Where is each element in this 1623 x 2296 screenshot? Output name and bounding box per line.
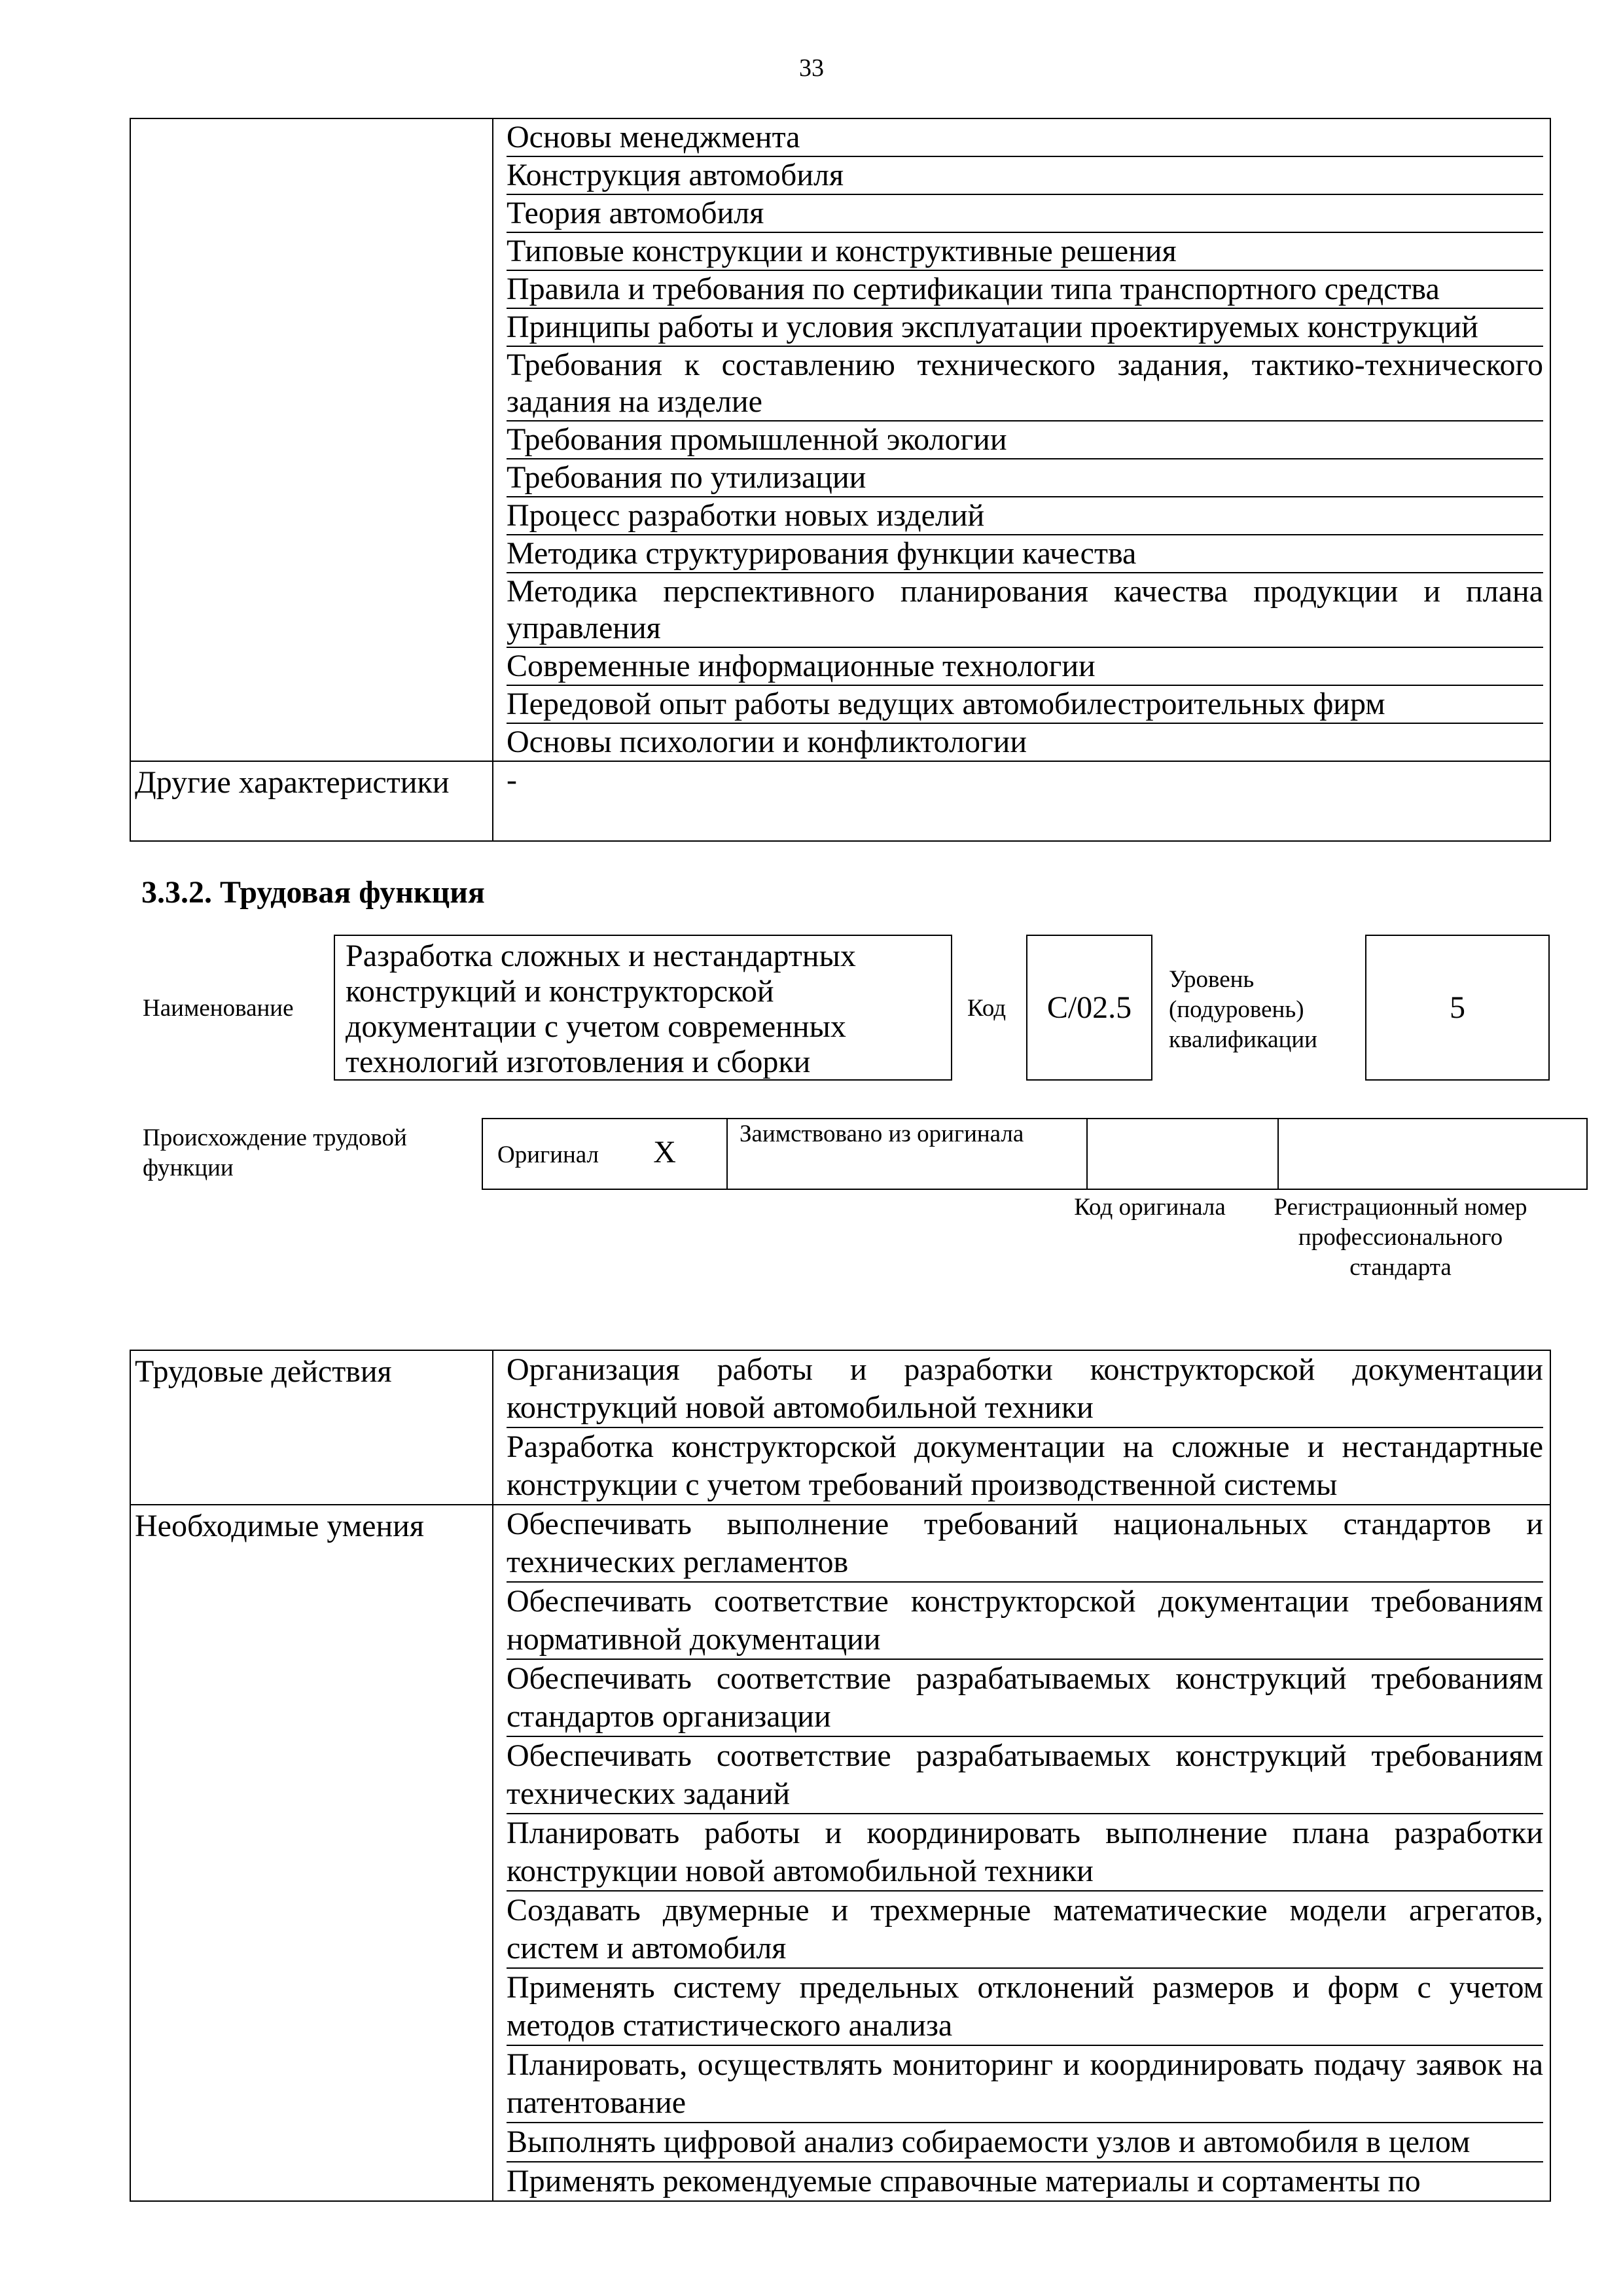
list-item: Планировать, осуществлять мониторинг и координировать подачу заявок на патентование [507, 2046, 1543, 2123]
function-code-box: C/02.5 [1026, 935, 1152, 1081]
list-item: Организация работы и разработки конструкторской документации конструкций новой автомобильной техники [507, 1351, 1543, 1428]
list-item: Обеспечивать соответствие конструкторской документации требованиям нормативной документации [507, 1583, 1543, 1660]
list-item: Применять рекомендуемые справочные материалы и сортаменты по [507, 2164, 1421, 2198]
list-item: Разработка конструкторской документации на сложные и нестандартные конструкции с учетом требований производственной системы [507, 1429, 1543, 1502]
list-item: Планировать работы и координировать выполнение плана разработки конструкции новой автомобильной техники [507, 1814, 1543, 1892]
other-characteristics-value: - [493, 761, 1550, 841]
level-label: Уровень (подуровень) квалификации [1169, 966, 1317, 1053]
original-mark: X [653, 1135, 676, 1170]
other-characteristics-label: Другие характеристики [130, 761, 493, 841]
function-name-box: Разработка сложных и нестандартных конструкций и конструкторской документации с учетом современных технологий изготовления и сборки [334, 935, 952, 1081]
origin-row [482, 1119, 1587, 1189]
skills-list-cell [493, 1505, 1550, 2201]
origin-label: Происхождение трудовой функции [143, 1124, 407, 1181]
list-item: Методика перспективного планирования качества продукции и плана управления [507, 573, 1543, 648]
knowledge-list-cell [493, 118, 1550, 761]
list-item: Современные информационные технологии [507, 648, 1543, 686]
knowledge-label-cell [130, 118, 493, 761]
skills-row [130, 1505, 1550, 2201]
actions-label: Трудовые действия [130, 1350, 493, 1505]
list-item: Конструкция автомобиля [507, 157, 1543, 195]
list-item: Требования по утилизации [507, 459, 1543, 497]
page-number: 33 [799, 54, 824, 82]
code-label: Код [967, 995, 1007, 1022]
skills-label: Необходимые умения [130, 1505, 493, 2201]
list-item: Теория автомобиля [507, 195, 1543, 233]
original-code-caption: Код оригинала [1074, 1194, 1226, 1221]
list-item: Процесс разработки новых изделий [507, 497, 1543, 535]
list-item: Обеспечивать выполнение требований национальных стандартов и технических регламентов [507, 1505, 1543, 1583]
origin-table [482, 1118, 1588, 1190]
actions-skills-table [130, 1350, 1551, 2202]
list-item: Основы менеджмента [507, 119, 1543, 157]
other-characteristics-row [130, 761, 1550, 841]
actions-list-cell [493, 1350, 1550, 1505]
borrowed-label: Заимствовано из оригинала [727, 1119, 1087, 1189]
list-item: Обеспечивать соответствие разрабатываемых конструкций требованиям стандартов организации [507, 1660, 1543, 1737]
list-item: Выполнять цифровой анализ собираемости узлов и автомобиля в целом [507, 2123, 1543, 2162]
list-item: Требования к составлению технического задания, тактико-технического задания на изделие [507, 347, 1543, 422]
list-item: Правила и требования по сертификации типа транспортного средства [507, 271, 1543, 309]
knowledge-row [130, 118, 1550, 761]
list-item: Передовой опыт работы ведущих автомобилестроительных фирм [507, 686, 1543, 724]
original-code-cell [1087, 1119, 1278, 1189]
list-item: Создавать двумерные и трехмерные математические модели агрегатов, систем и автомобиля [507, 1892, 1543, 1969]
list-item: Обеспечивать соответствие разрабатываемых конструкций требованиям технических заданий [507, 1737, 1543, 1814]
list-item: Методика структурирования функции качества [507, 535, 1543, 573]
registration-number-caption: Регистрационный номер профессионального стандарта [1274, 1194, 1527, 1281]
original-cell [482, 1119, 727, 1189]
list-item: Типовые конструкции и конструктивные решения [507, 233, 1543, 271]
registration-number-cell [1278, 1119, 1587, 1189]
list-item: Принципы работы и условия эксплуатации проектируемых конструкций [507, 309, 1543, 347]
original-label: Оригинал [497, 1141, 599, 1168]
section-title: 3.3.2. Трудовая функция [141, 875, 485, 910]
qualification-level-box: 5 [1365, 935, 1550, 1081]
list-item: Применять систему предельных отклонений размеров и форм с учетом методов статистического анализа [507, 1969, 1543, 2046]
list-item: Основы психологии и конфликтологии [507, 725, 1027, 759]
list-item: Требования промышленной экологии [507, 422, 1543, 459]
name-label: Наименование [143, 995, 294, 1022]
actions-row [130, 1350, 1550, 1505]
knowledge-table [130, 118, 1551, 842]
